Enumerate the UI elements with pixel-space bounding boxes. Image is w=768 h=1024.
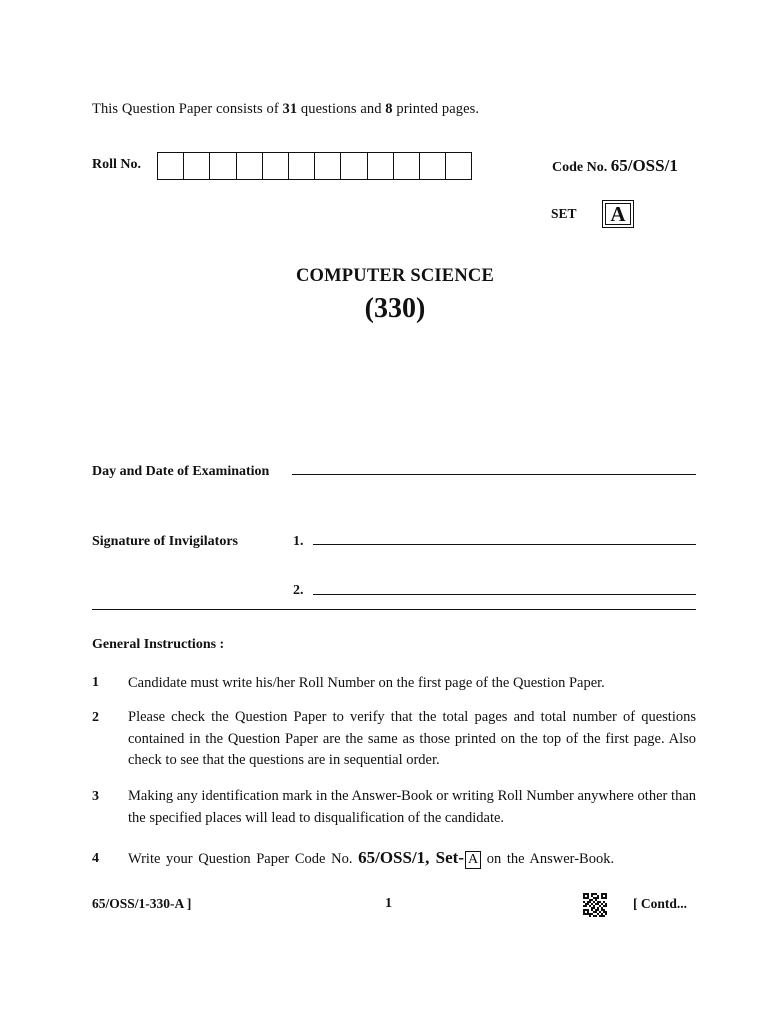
invigilator-2-line[interactable] (313, 594, 696, 595)
roll-number-label: Roll No. (92, 157, 141, 172)
instruction-3-text: Making any identification mark in the Answer-Book or writing Roll Number anywhere other than the specified places will lead to disqualification of the candidate. (128, 788, 696, 826)
instruction-1-number: 1 (92, 675, 99, 690)
exam-date-label: Day and Date of Examination (92, 464, 270, 479)
roll-number-box[interactable] (393, 152, 420, 180)
question-count: 31 (282, 101, 298, 117)
set-box (602, 200, 634, 228)
instruction-4-code: 65/OSS/1, Set- (358, 848, 464, 867)
invigilators-label: Signature of Invigilators (92, 534, 238, 549)
roll-number-box[interactable] (419, 152, 446, 180)
instruction-2-number: 2 (92, 710, 99, 725)
subject-code: (330) (364, 293, 426, 324)
instruction-3-number: 3 (92, 789, 99, 804)
qr-code-icon (583, 893, 607, 917)
set-label: SET (551, 206, 577, 221)
section-divider (92, 609, 696, 610)
roll-number-box[interactable] (157, 152, 184, 180)
general-instructions-title: General Instructions : (92, 637, 225, 652)
code-number (552, 156, 678, 176)
roll-number-box[interactable] (367, 152, 394, 180)
instruction-4-number: 4 (92, 851, 99, 866)
instruction-4-suffix: on the Answer-Book. (486, 851, 615, 867)
roll-number-box[interactable] (209, 152, 236, 180)
footer-contd: [ Contd... (633, 896, 688, 911)
intro-suffix: printed pages. (396, 101, 480, 117)
intro-prefix: This Question Paper consists of (92, 101, 279, 117)
instruction-1-text: Candidate must write his/her Roll Number on the first page of the Question Paper. (128, 675, 605, 691)
footer-page-number: 1 (385, 896, 392, 911)
page-count: 8 (385, 101, 393, 117)
exam-date-line[interactable] (292, 474, 696, 475)
roll-number-box[interactable] (183, 152, 210, 180)
instruction-4-prefix: Write your Question Paper Code No. (128, 851, 353, 867)
code-number-label: Code No. (552, 160, 608, 175)
roll-number-box[interactable] (288, 152, 315, 180)
set-value: A (605, 203, 631, 225)
roll-number-box[interactable] (340, 152, 367, 180)
intro-line (92, 101, 479, 118)
roll-number-box[interactable] (262, 152, 289, 180)
intro-middle: questions and (300, 101, 382, 117)
roll-number-box[interactable] (314, 152, 341, 180)
footer-paper-code: 65/OSS/1-330-A ] (92, 896, 192, 911)
subject-title: COMPUTER SCIENCE (296, 266, 494, 286)
instruction-4-set-box: A (465, 851, 481, 869)
invigilator-1-line[interactable] (313, 544, 696, 545)
instruction-4-text (128, 847, 696, 871)
code-number-value: 65/OSS/1 (610, 156, 678, 175)
instruction-2-text: Please check the Question Paper to verify that the total pages and total number of questions contained in the Question Paper are the same as those printed on the top of the first page. Also check to see that the questions are in sequential order. (128, 709, 696, 768)
roll-number-boxes[interactable] (157, 152, 471, 180)
invigilator-2-number: 2. (293, 583, 304, 598)
roll-number-box[interactable] (445, 152, 472, 180)
roll-number-box[interactable] (236, 152, 263, 180)
invigilator-1-number: 1. (293, 534, 304, 549)
